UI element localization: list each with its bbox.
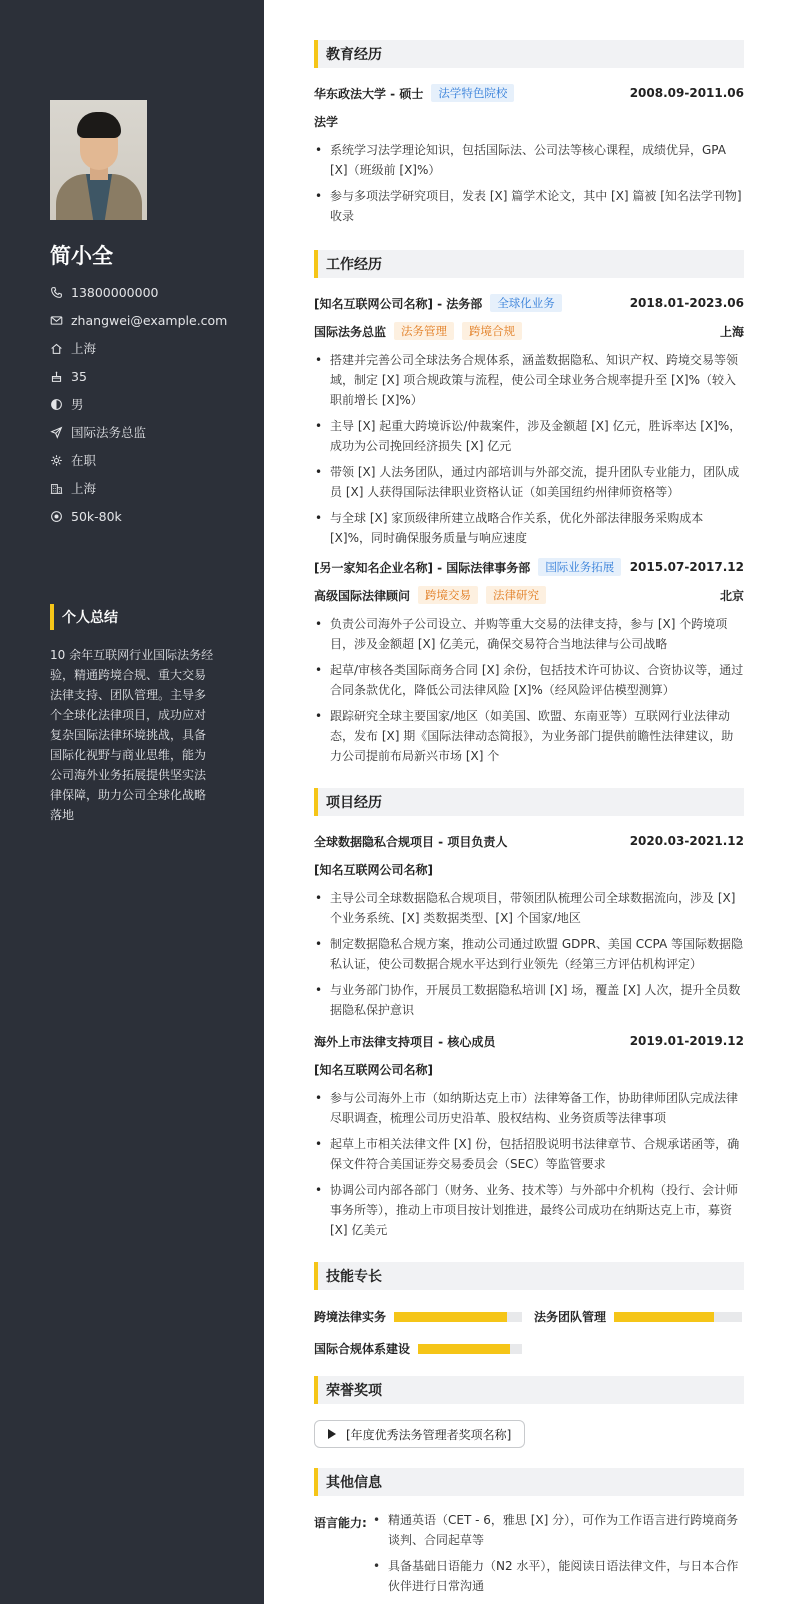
gender-icon (50, 398, 63, 411)
language-list (372, 1510, 744, 1602)
status-item (50, 446, 227, 474)
email-item (50, 306, 227, 334)
project-company: [知名互联网公司名称] (314, 1062, 433, 1077)
project-bullets (314, 888, 744, 1026)
project-name: 海外上市法律支持项目 - 核心成员 (314, 1034, 496, 1049)
school-name: 华东政法大学 - 硕士 (314, 86, 424, 101)
avatar (50, 100, 147, 220)
language-label: 语言能力: (314, 1516, 367, 1530)
list-item: • 参与公司海外上市（如纳斯达克上市）法律筹备工作，协助律师团队完成法律尽职调查，梳理公司历史沿革、股权结构、业务资质等法律事项 (314, 1088, 744, 1128)
skill-bar-fill (394, 1312, 507, 1322)
location-item (50, 334, 227, 362)
age-item (50, 362, 227, 390)
skills-heading: 技能专长 (314, 1262, 744, 1290)
list-item: • 制定数据隐私合规方案，推动公司通过欧盟 GDPR、美国 CCPA 等国际数据隐私认证，使公司数据合规水平达到行业领先（经第三方评估机构评定） (314, 934, 744, 974)
projects-heading: 项目经历 (314, 788, 744, 816)
skill-bar-fill (418, 1344, 510, 1354)
list-item: • 负责公司海外子公司设立、并购等重大交易的法律支持，参与 [X] 个跨境项目，涉及金额超 [X] 亿美元，确保交易符合当地法律与公司战略 (314, 614, 744, 654)
award-name: [年度优秀法务管理者奖项名称] (346, 1427, 512, 1442)
sidebar (0, 0, 264, 1604)
job-city: 北京 (719, 588, 744, 603)
job-role: 高级国际法律顾问 (314, 588, 411, 603)
status-icon (50, 454, 63, 467)
project-header (314, 832, 744, 850)
project-bullets (314, 1088, 744, 1246)
skill-item (314, 1340, 522, 1357)
list-item: • 与全球 [X] 家顶级律所建立战略合作关系，优化外部法律服务采购成本 [X]%，同时确保服务质量与响应速度 (314, 508, 744, 548)
phone-icon (50, 286, 63, 299)
home-icon (50, 342, 63, 355)
phone-value: 13800000000 (71, 284, 159, 300)
skill-bar (614, 1312, 742, 1322)
list-item: • 精通英语（CET - 6，雅思 [X] 分），可作为工作语言进行跨境商务谈判、合同起草等 (372, 1510, 744, 1550)
role-tag: 法务管理 (394, 322, 454, 340)
list-item: • 协调公司内部各部门（财务、业务、技术等）与外部中介机构（投行、会计师事务所等），推动上市项目按计划推进，最终公司成功在纳斯达克上市，募资 [X] 亿美元 (314, 1180, 744, 1240)
role-tag: 跨境交易 (418, 586, 478, 604)
company-tag: 国际业务拓展 (538, 558, 621, 576)
job-date: 2018.01-2023.06 (629, 296, 744, 310)
education-heading: 教育经历 (314, 40, 744, 68)
summary-text: 10 余年互联网行业国际法务经验，精通跨境合规、重大交易法律支持、团队管理。主导多个全球化法律项目，成功应对复杂国际法律环境挑战，具备国际化视野与商业思维，能为公司海外业务拓展提供坚实法律保障，助力公司全球化战略落地 (50, 648, 214, 822)
project-company-row (314, 860, 744, 878)
major: 法学 (314, 114, 339, 129)
city-icon (50, 482, 63, 495)
awards-heading: 荣誉奖项 (314, 1376, 744, 1404)
job-header (314, 294, 744, 312)
project-date: 2020.03-2021.12 (629, 834, 744, 848)
salary-icon (50, 510, 63, 523)
summary-heading: 个人总结 (50, 604, 118, 630)
job-role: 国际法务总监 (314, 324, 387, 339)
job-bullets (314, 614, 744, 772)
education-bullets (314, 140, 744, 232)
award-item[interactable] (314, 1420, 525, 1448)
list-item: • 带领 [X] 人法务团队，通过内部培训与外部交流，提升团队专业能力，团队成员 [X] 人获得国际法律职业资格认证（如美国纽约州律师资格等） (314, 462, 744, 502)
skill-item (534, 1308, 742, 1325)
list-item: • 具备基础日语能力（N2 水平），能阅读日语法律文件，与日本合作伙伴进行日常沟通 (372, 1556, 744, 1596)
status-value: 在职 (71, 453, 97, 468)
job-role-row (314, 586, 744, 604)
skill-bar-fill (614, 1312, 714, 1322)
gender-value: 男 (71, 397, 84, 412)
position-item (50, 418, 227, 446)
city-item (50, 474, 227, 502)
skill-bar (418, 1344, 522, 1354)
job-role-row (314, 322, 744, 340)
position-value: 国际法务总监 (71, 425, 147, 440)
job-header (314, 558, 744, 576)
skill-bar (394, 1312, 522, 1322)
work-heading: 工作经历 (314, 250, 744, 278)
location-value: 上海 (71, 341, 97, 356)
project-company-row (314, 1060, 744, 1078)
education-date: 2008.09-2011.06 (629, 86, 744, 100)
job-city: 上海 (719, 324, 744, 339)
contact-info (50, 278, 227, 530)
school-tag: 法学特色院校 (431, 84, 514, 102)
skill-name: 国际合规体系建设 (314, 1342, 411, 1356)
list-item: • 搭建并完善公司全球法务合规体系，涵盖数据隐私、知识产权、跨境交易等领域，制定 [X] 项合规政策与流程，使公司全球业务合规率提升至 [X]%（较入职前增长 [X]%） (314, 350, 744, 410)
list-item: • 系统学习法学理论知识，包括国际法、公司法等核心课程，成绩优异，GPA [X]（班级前 [X]%） (314, 140, 744, 180)
skill-name: 法务团队管理 (534, 1310, 607, 1324)
phone-item (50, 278, 227, 306)
position-icon (50, 426, 63, 439)
salary-item (50, 502, 227, 530)
list-item: • 跟踪研究全球主要国家/地区（如美国、欧盟、东南亚等）互联网行业法律动态，发布 [X] 期《国际法律动态简报》，为业务部门提供前瞻性法律建议，助力公司提前布局新兴市场 [X] 个 (314, 706, 744, 766)
age-icon (50, 370, 63, 383)
skill-name: 跨境法律实务 (314, 1310, 387, 1324)
education-header (314, 84, 744, 102)
company-tag: 全球化业务 (490, 294, 562, 312)
skill-item (314, 1308, 522, 1325)
project-date: 2019.01-2019.12 (629, 1034, 744, 1048)
age-value: 35 (71, 368, 87, 384)
job-date: 2015.07-2017.12 (629, 560, 744, 574)
project-header (314, 1032, 744, 1050)
gender-item (50, 390, 227, 418)
city-value: 上海 (71, 481, 97, 496)
company-name: [另一家知名企业名称] - 国际法律事务部 (314, 560, 531, 575)
list-item: • 主导公司全球数据隐私合规项目，带领团队梳理公司全球数据流向，涉及 [X] 个业务系统、[X] 类数据类型、[X] 个国家/地区 (314, 888, 744, 928)
list-item: • 主导 [X] 起重大跨境诉讼/仲裁案件，涉及金额超 [X] 亿元，胜诉率达 [X]%，成功为公司挽回经济损失 [X] 亿元 (314, 416, 744, 456)
company-name: [知名互联网公司名称] - 法务部 (314, 296, 483, 311)
mail-icon (50, 314, 63, 327)
play-icon (328, 1429, 336, 1439)
project-name: 全球数据隐私合规项目 - 项目负责人 (314, 834, 508, 849)
role-tag: 法律研究 (486, 586, 546, 604)
project-company: [知名互联网公司名称] (314, 862, 433, 877)
role-tag: 跨境合规 (462, 322, 522, 340)
education-major-row (314, 112, 744, 130)
list-item: • 参与多项法学研究项目，发表 [X] 篇学术论文，其中 [X] 篇被 [知名法学刊物] 收录 (314, 186, 744, 226)
list-item: • 与业务部门协作，开展员工数据隐私培训 [X] 场，覆盖 [X] 人次，提升全员数据隐私保护意识 (314, 980, 744, 1020)
other-heading: 其他信息 (314, 1468, 744, 1496)
salary-value: 50k-80k (71, 508, 122, 524)
list-item: • 起草上市相关法律文件 [X] 份，包括招股说明书法律章节、合规承诺函等，确保文件符合美国证券交易委员会（SEC）等监管要求 (314, 1134, 744, 1174)
job-bullets (314, 350, 744, 554)
profile-name: 简小全 (50, 244, 113, 268)
email-value: zhangwei@example.com (71, 312, 228, 328)
list-item: • 起草/审核各类国际商务合同 [X] 余份，包括技术许可协议、合资协议等，通过合同条款优化，降低公司法律风险 [X]%（经风险评估模型测算） (314, 660, 744, 700)
